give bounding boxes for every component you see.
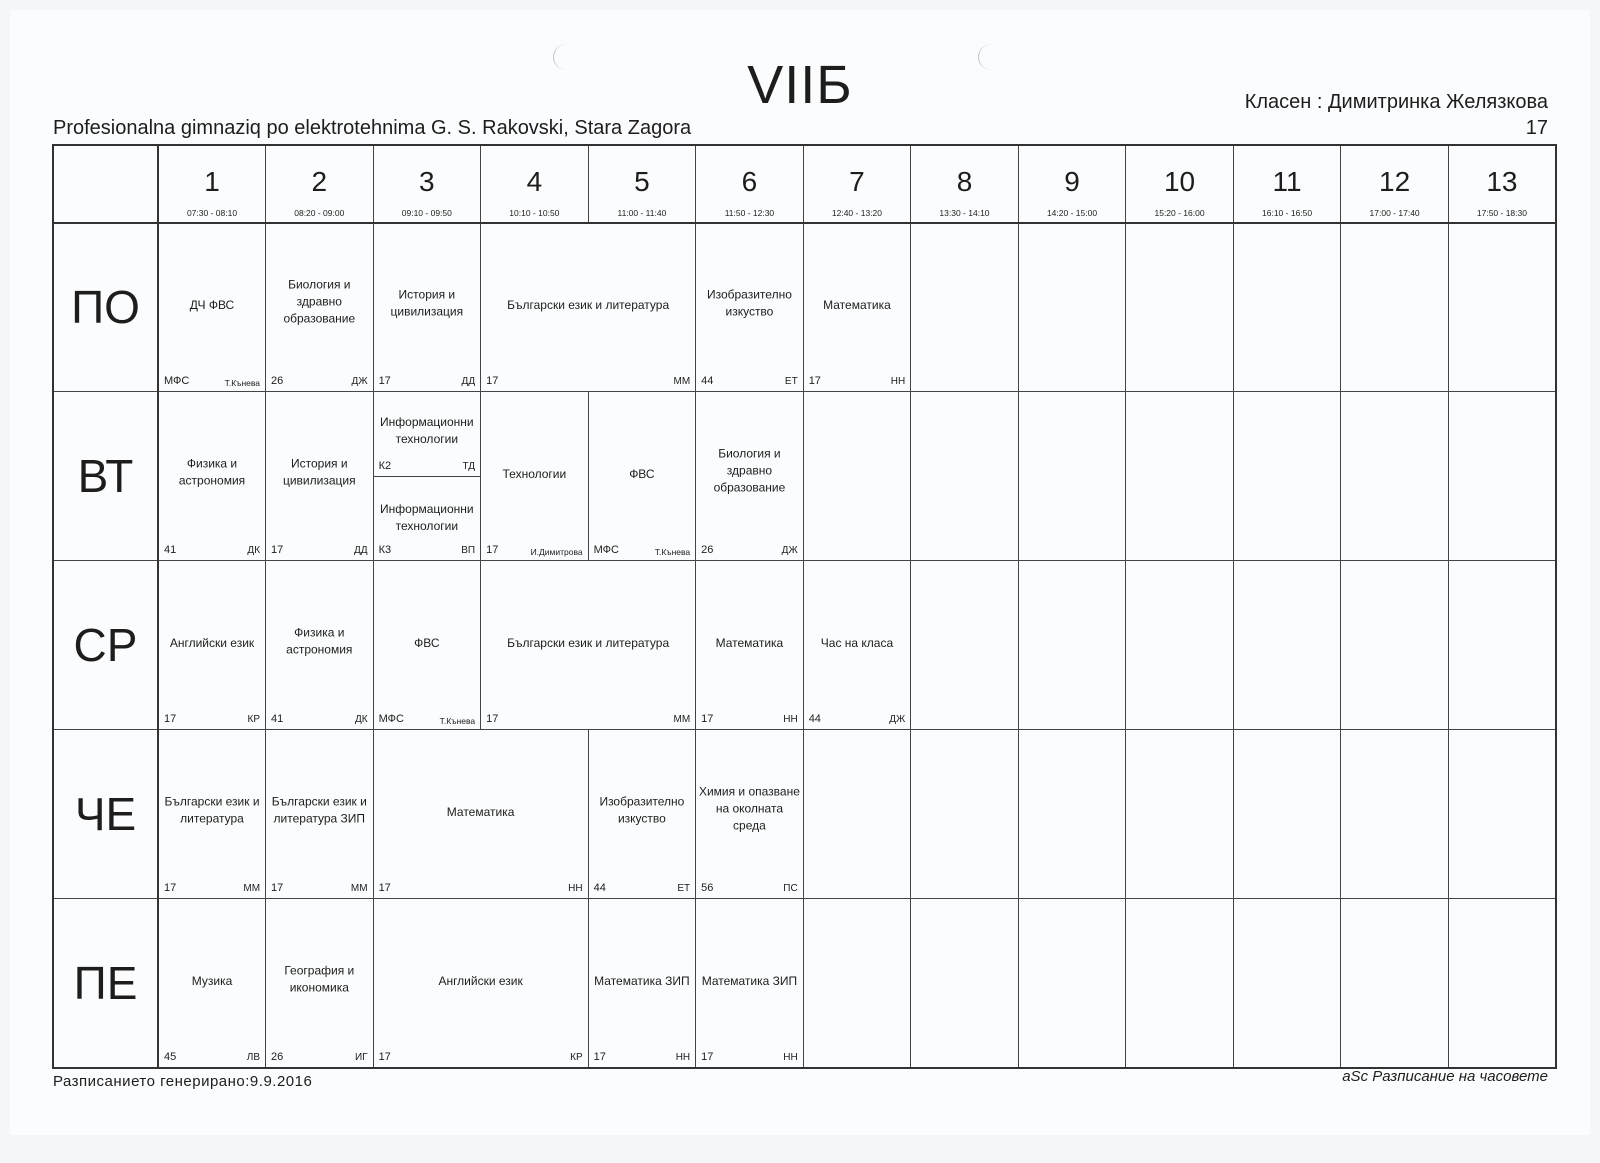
lesson-subject: Математика ЗИП bbox=[701, 973, 798, 988]
day-row bbox=[53, 392, 1556, 561]
empty-cell bbox=[911, 730, 1019, 899]
lesson-teacher: ММ bbox=[243, 883, 261, 895]
day-name: СР bbox=[53, 561, 158, 730]
lesson-room: МФС bbox=[164, 375, 190, 388]
lesson-teacher: Т.Кънева bbox=[224, 377, 261, 388]
lesson-cell bbox=[588, 730, 696, 899]
lesson-room: 17 bbox=[378, 375, 391, 388]
lesson-room: 44 bbox=[808, 713, 821, 726]
lesson-subject: Английски език bbox=[169, 636, 255, 651]
period-number: 9 bbox=[1064, 166, 1080, 197]
day-name: ЧЕ bbox=[53, 730, 158, 899]
period-time: 17:50 - 18:30 bbox=[1476, 208, 1527, 218]
corner-cell bbox=[53, 145, 158, 223]
lesson-cell bbox=[696, 561, 804, 730]
lesson-teacher: ММ bbox=[673, 376, 691, 388]
lesson-teacher: И.Димитрова bbox=[530, 546, 583, 557]
empty-cell bbox=[1018, 223, 1126, 392]
lesson-subject: Биология и здравно образование bbox=[283, 277, 356, 326]
class-title: VIIБ bbox=[747, 55, 853, 115]
lesson-subject: Математика ЗИП bbox=[594, 973, 690, 988]
lesson-room: 17 bbox=[593, 1051, 606, 1063]
lesson-room: 26 bbox=[271, 375, 284, 388]
period-time: 11:50 - 12:30 bbox=[724, 208, 775, 218]
lesson-teacher: ДД bbox=[354, 545, 368, 557]
split-lesson-cell bbox=[373, 392, 481, 561]
lesson-subject: География и икономика bbox=[284, 963, 355, 995]
empty-cell bbox=[1233, 899, 1341, 1068]
empty-cell bbox=[803, 899, 911, 1068]
period-header bbox=[266, 145, 374, 223]
lesson-cell bbox=[373, 223, 481, 392]
lesson-subject: История и цивилизация bbox=[282, 456, 356, 488]
period-header bbox=[1126, 145, 1234, 223]
lesson-subject: Информационни технологии bbox=[380, 414, 474, 446]
empty-cell bbox=[1018, 899, 1126, 1068]
lesson-cell bbox=[696, 223, 804, 392]
lesson-teacher: ММ bbox=[350, 883, 368, 895]
period-time: 15:20 - 16:00 bbox=[1154, 208, 1205, 218]
lesson-cell bbox=[158, 223, 266, 392]
lesson-cell bbox=[373, 730, 588, 899]
empty-cell bbox=[803, 730, 911, 899]
empty-cell bbox=[1448, 392, 1556, 561]
lesson-subject: Изобразително изкуство bbox=[599, 794, 685, 826]
lesson-subject: Физика и астрономия bbox=[178, 456, 246, 488]
lesson-teacher: НН bbox=[783, 714, 798, 726]
empty-cell bbox=[1233, 561, 1341, 730]
school-name: Profesionalna gimnaziq po elektrotehnima G. S. Rakovski, Stara Zagora bbox=[53, 117, 692, 139]
period-header bbox=[1233, 145, 1341, 223]
lesson-cell bbox=[803, 223, 911, 392]
period-time: 13:30 - 14:10 bbox=[939, 208, 990, 218]
lesson-cell bbox=[696, 730, 804, 899]
lesson-room: МФС bbox=[593, 544, 619, 557]
lesson-room: 17 bbox=[808, 375, 821, 388]
period-header bbox=[1448, 145, 1556, 223]
lesson-room: 17 bbox=[378, 882, 391, 895]
lesson-subject: Физика и астрономия bbox=[286, 625, 353, 657]
lesson-subject: Биология и здравно образование bbox=[713, 446, 786, 495]
lesson-room: 44 bbox=[593, 882, 606, 895]
lesson-teacher: НН bbox=[675, 1052, 691, 1063]
day-row bbox=[53, 223, 1556, 392]
empty-cell bbox=[1341, 223, 1449, 392]
period-number: 4 bbox=[526, 166, 543, 197]
lesson-subject: Изобразително изкуство bbox=[706, 287, 792, 319]
timetable-grid bbox=[52, 144, 1557, 1069]
lesson-teacher: ДЖ bbox=[351, 376, 368, 388]
period-header bbox=[481, 145, 589, 223]
lesson-teacher: ВП bbox=[461, 545, 476, 557]
lesson-teacher: КР bbox=[247, 714, 261, 726]
lesson-room: 41 bbox=[271, 713, 284, 726]
lesson-room: 17 bbox=[271, 544, 284, 557]
empty-cell bbox=[1233, 730, 1341, 899]
period-number: 3 bbox=[419, 166, 435, 197]
period-header bbox=[588, 145, 696, 223]
empty-cell bbox=[1018, 392, 1126, 561]
lesson-cell bbox=[803, 561, 911, 730]
empty-cell bbox=[1233, 223, 1341, 392]
period-time: 14:20 - 15:00 bbox=[1046, 208, 1098, 218]
lesson-cell bbox=[266, 730, 374, 899]
period-number: 10 bbox=[1163, 166, 1196, 197]
empty-cell bbox=[911, 561, 1019, 730]
lesson-cell bbox=[158, 899, 266, 1068]
lesson-subject: ДЧ ФВС bbox=[189, 298, 235, 313]
day-row bbox=[53, 730, 1556, 899]
lesson-cell bbox=[266, 392, 374, 561]
period-time: 08:20 - 09:00 bbox=[294, 208, 345, 218]
day-name: ВТ bbox=[53, 392, 158, 561]
period-time: 17:00 - 17:40 bbox=[1369, 208, 1420, 218]
lesson-room: К2 bbox=[378, 460, 392, 473]
lesson-cell bbox=[696, 899, 804, 1068]
empty-cell bbox=[1448, 730, 1556, 899]
lesson-room: 17 bbox=[486, 544, 499, 557]
lesson-room: 41 bbox=[164, 544, 177, 557]
lesson-cell bbox=[696, 392, 804, 561]
lesson-cell bbox=[373, 561, 481, 730]
period-number: 8 bbox=[956, 166, 973, 197]
empty-cell bbox=[911, 899, 1019, 1068]
lesson-cell bbox=[373, 899, 588, 1068]
lesson-subject: Математика bbox=[715, 636, 784, 651]
punch-hole-mark bbox=[553, 44, 580, 70]
lesson-teacher: ПС bbox=[783, 883, 798, 895]
lesson-cell bbox=[158, 730, 266, 899]
empty-cell bbox=[911, 223, 1019, 392]
lesson-room: 44 bbox=[701, 375, 714, 388]
empty-cell bbox=[1341, 730, 1449, 899]
lesson-teacher: НН bbox=[568, 883, 583, 895]
period-time: 12:40 - 13:20 bbox=[831, 208, 882, 218]
lesson-room: 26 bbox=[701, 544, 714, 557]
lesson-subject: Музика bbox=[191, 973, 233, 988]
empty-cell bbox=[803, 392, 911, 561]
lesson-teacher: ИГ bbox=[354, 1052, 368, 1063]
lesson-subject: Информационни технологии bbox=[380, 502, 474, 534]
lesson-group-a bbox=[374, 392, 481, 477]
lesson-subject: Химия и опазване на околната среда bbox=[698, 784, 800, 833]
lesson-cell bbox=[481, 223, 696, 392]
period-number: 13 bbox=[1486, 166, 1518, 197]
lesson-teacher: ДК bbox=[354, 714, 368, 726]
class-room-number: 17 bbox=[1525, 117, 1548, 139]
lesson-room: 56 bbox=[701, 882, 714, 895]
lesson-teacher: ДК bbox=[247, 545, 261, 557]
day-row bbox=[53, 899, 1556, 1068]
lesson-subject: Английски език bbox=[438, 973, 523, 988]
period-number: 5 bbox=[634, 166, 650, 197]
empty-cell bbox=[1341, 561, 1449, 730]
lesson-cell bbox=[158, 392, 266, 561]
lesson-cell bbox=[266, 223, 374, 392]
empty-cell bbox=[1448, 899, 1556, 1068]
empty-cell bbox=[1018, 730, 1126, 899]
period-header bbox=[1341, 145, 1449, 223]
generated-date: Разписанието генерирано:9.9.2016 bbox=[53, 1073, 313, 1090]
lesson-cell bbox=[481, 561, 696, 730]
lesson-subject: Час на класа bbox=[820, 636, 894, 651]
period-time: 07:30 - 08:10 bbox=[186, 208, 238, 218]
lesson-teacher: НН bbox=[783, 1052, 798, 1063]
lesson-teacher: ТД bbox=[462, 461, 476, 473]
day-name: ПО bbox=[53, 223, 158, 392]
lesson-group-b bbox=[374, 476, 481, 560]
lesson-teacher: ЕТ bbox=[784, 376, 798, 388]
period-header bbox=[696, 145, 804, 223]
lesson-room: 17 bbox=[164, 882, 177, 895]
period-header bbox=[158, 145, 266, 223]
lesson-teacher: ДЖ bbox=[889, 714, 906, 726]
lesson-subject: Български език и литература ЗИП bbox=[271, 794, 367, 826]
lesson-cell bbox=[588, 392, 696, 561]
lesson-subject: История и цивилизация bbox=[390, 287, 464, 319]
lesson-room: 17 bbox=[486, 375, 499, 388]
empty-cell bbox=[1448, 561, 1556, 730]
lesson-room: 26 bbox=[271, 1051, 284, 1063]
period-time: 16:10 - 16:50 bbox=[1262, 208, 1313, 218]
empty-cell bbox=[1341, 392, 1449, 561]
lesson-room: 17 bbox=[486, 713, 499, 726]
lesson-teacher: КР bbox=[570, 1052, 583, 1063]
lesson-cell bbox=[481, 392, 589, 561]
period-header bbox=[373, 145, 481, 223]
period-header bbox=[1018, 145, 1126, 223]
lesson-teacher: ЕТ bbox=[677, 883, 691, 895]
lesson-room: МФС bbox=[378, 713, 404, 726]
lesson-room: 45 bbox=[164, 1051, 177, 1063]
period-time: 11:00 - 11:40 bbox=[617, 208, 667, 218]
lesson-teacher: Т.Кънева bbox=[439, 715, 476, 726]
day-row bbox=[53, 561, 1556, 730]
period-header bbox=[911, 145, 1019, 223]
lesson-subject: ФВС bbox=[414, 636, 440, 651]
day-name: ПЕ bbox=[53, 899, 158, 1068]
lesson-subject: Български език и литература bbox=[507, 636, 670, 651]
empty-cell bbox=[1126, 223, 1234, 392]
lesson-cell bbox=[266, 561, 374, 730]
empty-cell bbox=[1126, 899, 1234, 1068]
lesson-subject: Български език и литература bbox=[164, 794, 260, 826]
lesson-teacher: НН bbox=[890, 376, 906, 388]
lesson-teacher: ДЖ bbox=[781, 545, 798, 557]
lesson-subject: Математика bbox=[446, 805, 515, 820]
period-header bbox=[803, 145, 911, 223]
lesson-room: 17 bbox=[271, 882, 284, 895]
lesson-subject: Математика bbox=[823, 298, 891, 313]
empty-cell bbox=[1126, 392, 1234, 561]
lesson-room: 17 bbox=[701, 1051, 714, 1063]
empty-cell bbox=[1233, 392, 1341, 561]
lesson-subject: Технологии bbox=[502, 466, 567, 481]
lesson-subject: Български език и литература bbox=[507, 298, 670, 313]
empty-cell bbox=[1448, 223, 1556, 392]
software-credit: aSc Разписание на часовете bbox=[1342, 1068, 1548, 1085]
period-time: 09:10 - 09:50 bbox=[401, 208, 452, 218]
empty-cell bbox=[1126, 561, 1234, 730]
period-number: 11 bbox=[1272, 166, 1302, 197]
punch-hole-mark bbox=[978, 44, 1005, 70]
lesson-teacher: ММ bbox=[673, 714, 691, 726]
empty-cell bbox=[1126, 730, 1234, 899]
lesson-room: 17 bbox=[164, 713, 177, 726]
lesson-room: 17 bbox=[701, 713, 714, 726]
lesson-cell bbox=[266, 899, 374, 1068]
empty-cell bbox=[1341, 899, 1449, 1068]
empty-cell bbox=[1018, 561, 1126, 730]
lesson-room: К3 bbox=[378, 544, 392, 557]
class-teacher: Класен : Димитринка Желязкова bbox=[1244, 91, 1548, 113]
period-number: 6 bbox=[741, 166, 758, 197]
period-number: 2 bbox=[311, 166, 328, 197]
lesson-cell bbox=[158, 561, 266, 730]
period-time: 10:10 - 10:50 bbox=[509, 208, 560, 218]
period-number: 7 bbox=[849, 166, 865, 197]
period-number: 12 bbox=[1379, 166, 1411, 197]
empty-cell bbox=[911, 392, 1019, 561]
lesson-room: 17 bbox=[378, 1051, 391, 1063]
lesson-teacher: ДД bbox=[461, 376, 476, 388]
period-number: 1 bbox=[204, 166, 220, 197]
lesson-cell bbox=[588, 899, 696, 1068]
lesson-teacher: Т.Кънева bbox=[654, 546, 691, 557]
lesson-teacher: ЛВ bbox=[246, 1052, 261, 1063]
lesson-subject: ФВС bbox=[629, 466, 655, 481]
